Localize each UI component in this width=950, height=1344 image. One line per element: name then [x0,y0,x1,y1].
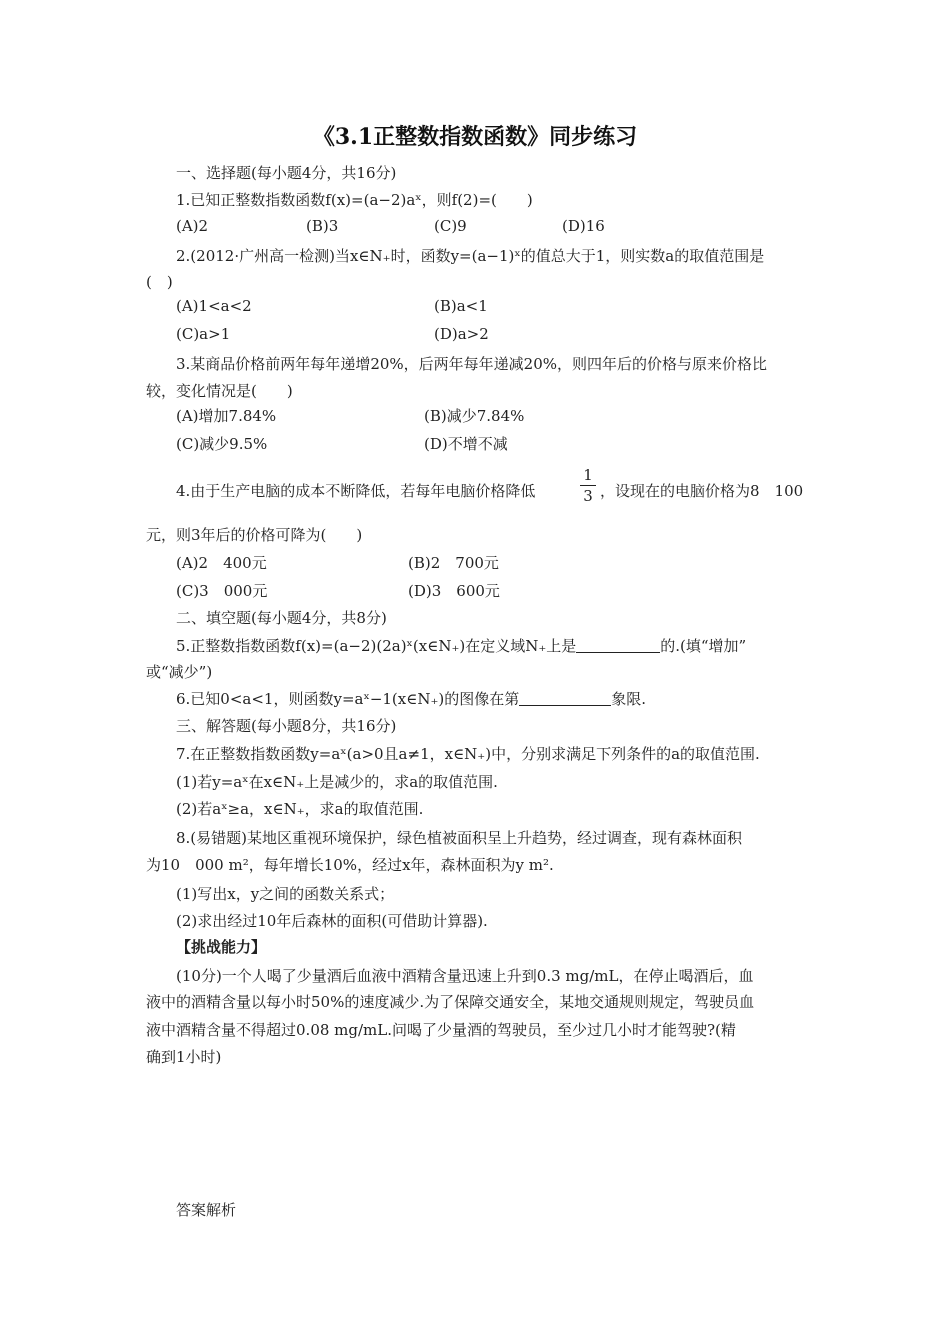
q2-option-c: (C)a>1 [176,325,231,343]
question-7-part-2: (2)若aˣ≥a，x∈N₊，求a的取值范围. [176,800,424,818]
section-heading-solve: 三、解答题(每小题8分，共16分) [176,717,397,735]
q4-option-d: (D)3 600元 [408,582,500,600]
q1-option-a: (A)2 [176,217,209,235]
q2-option-b: (B)a<1 [434,297,488,315]
question-6-text-b: 象限. [611,690,647,708]
q3-option-d: (D)不增不减 [424,435,508,453]
answer-heading: 答案解析 [176,1201,237,1219]
question-5-text-a: 5.正整数指数函数f(x)=(a−2)(2a)ˣ(x∈N₊)在定义域N₊上是 [176,637,577,655]
question-8: 8.(易错题)某地区重视环境保护，绿色植被面积呈上升趋势，经过调查，现有森林面积 [176,829,743,847]
question-6-text-a: 6.已知0<a<1，则函数y=aˣ−1(x∈N₊)的图像在第 [176,690,520,708]
question-4-text-b: ，设现在的电脑价格为8 100 [600,482,804,500]
q5-answer-blank [576,652,660,653]
fraction-one-third [580,466,596,505]
q3-option-c: (C)减少9.5% [176,435,268,453]
question-4-cont: 元，则3年后的价格可降为( ) [146,526,363,544]
q4-option-c: (C)3 000元 [176,582,268,600]
question-2: 2.(2012·广州高一检测)当x∈N₊时，函数y=(a−1)ˣ的值总大于1，则实数a的取值范围是 [176,247,765,265]
q4-option-b: (B)2 700元 [408,554,499,572]
challenge-text-1: (10分)一个人喝了少量酒后血液中酒精含量迅速上升到0.3 mg/mL，在停止喝酒后，血 [176,967,754,985]
question-8-part-2: (2)求出经过10年后森林的面积(可借助计算器). [176,912,488,930]
q1-option-d: (D)16 [562,217,605,235]
question-8-cont: 为10 000 m²，每年增长10%，经过x年，森林面积为y m². [146,856,554,874]
question-4 [176,480,535,501]
question-3-cont: 较，变化情况是( ) [146,382,293,400]
section-heading-fill: 二、填空题(每小题4分，共8分) [176,609,387,627]
question-7-part-1: (1)若y=aˣ在x∈N₊上是减少的，求a的取值范围. [176,773,498,791]
section-heading-choice: 一、选择题(每小题4分，共16分) [176,164,397,182]
challenge-heading: 【挑战能力】 [176,938,267,956]
q3-option-b: (B)减少7.84% [424,407,525,425]
q6-answer-blank [519,705,611,706]
question-5-cont: 或“减少”) [146,663,213,681]
challenge-text-2: 液中的酒精含量以每小时50%的速度减少.为了保障交通安全，某地交通规则规定，驾驶员血 [146,993,755,1011]
fraction-denominator: 3 [583,487,593,505]
q1-option-c: (C)9 [434,217,467,235]
question-3: 3.某商品价格前两年每年递增20%，后两年每年递减20%，则四年后的价格与原来价格比 [176,355,767,373]
q1-option-b: (B)3 [306,217,339,235]
q2-option-d: (D)a>2 [434,325,489,343]
fraction-numerator: 1 [583,466,593,484]
q2-option-a: (A)1<a<2 [176,297,252,315]
question-5-text-b: 的.(填“增加” [660,637,747,655]
question-6 [176,688,646,709]
fraction-bar [580,485,596,486]
q3-option-a: (A)增加7.84% [176,407,277,425]
page-title: 《3.1正整数指数函数》同步练习 [312,124,638,150]
question-4-text-a: 4.由于生产电脑的成本不断降低，若每年电脑价格降低 [176,482,536,500]
question-8-part-1: (1)写出x，y之间的函数关系式； [176,885,395,903]
challenge-text-3: 液中酒精含量不得超过0.08 mg/mL.问喝了少量酒的驾驶员，至少过几小时才能驾驶?(精 [146,1021,736,1039]
question-1: 1.已知正整数指数函数f(x)=(a−2)aˣ，则f(2)=( ) [176,191,533,209]
question-2-bracket: ( ) [146,273,173,291]
q4-option-a: (A)2 400元 [176,554,267,572]
challenge-text-4: 确到1小时) [146,1048,222,1066]
question-7: 7.在正整数指数函数y=aˣ(a>0且a≠1，x∈N₊)中，分别求满足下列条件的a的取值范围. [176,745,760,763]
question-5 [176,635,746,656]
